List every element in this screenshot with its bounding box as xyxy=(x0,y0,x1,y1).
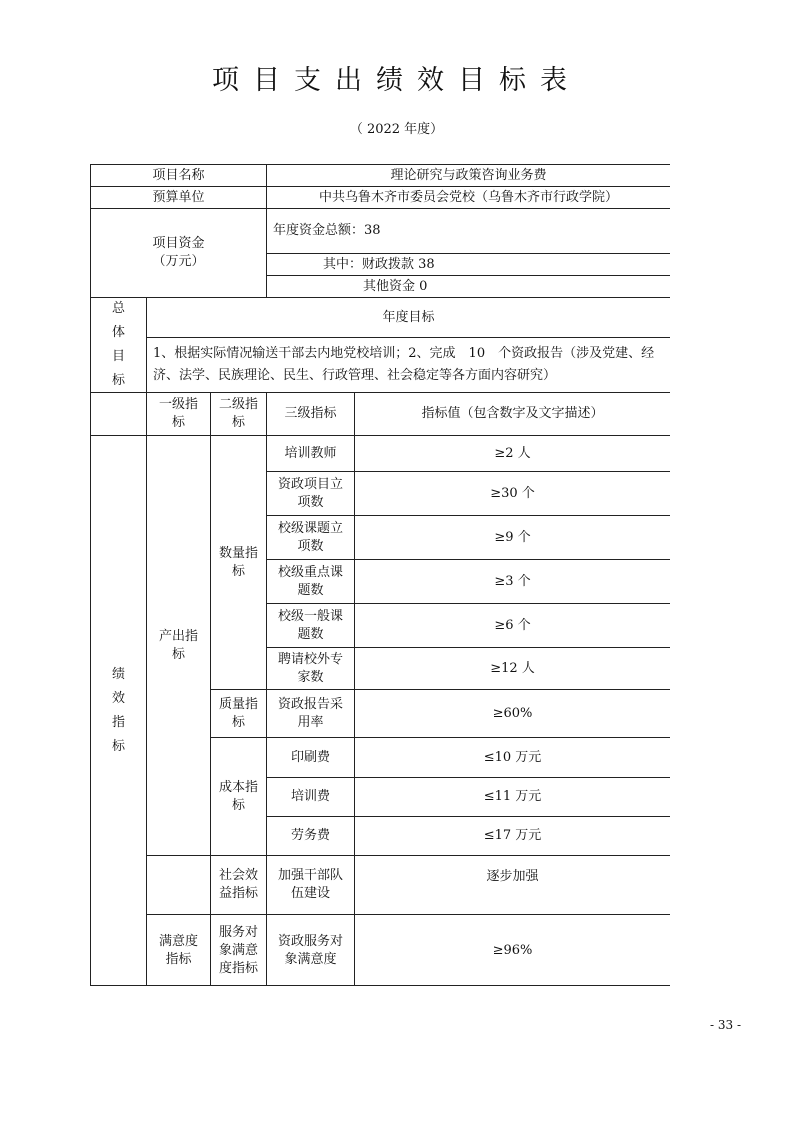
indicator-value: ≥60% xyxy=(354,689,670,737)
funds-total: 年度资金总额：38 xyxy=(266,208,670,253)
indicator-name: 聘请校外专家数 xyxy=(266,647,354,689)
project-name-label: 项目名称 xyxy=(90,164,266,186)
funds-label-line2: （万元） xyxy=(152,254,205,269)
budget-unit-label: 预算单位 xyxy=(90,186,266,208)
project-name-value: 理论研究与政策咨询业务费 xyxy=(266,164,670,186)
indicator-name: 印刷费 xyxy=(266,737,354,777)
indicator-value: ≥2 人 xyxy=(354,435,670,471)
level1-header: 一级指标 xyxy=(146,392,210,435)
indicator-name: 劳务费 xyxy=(266,816,354,855)
funds-label-line1: 项目资金 xyxy=(152,236,205,251)
indicator-name: 资政报告采用率 xyxy=(266,689,354,737)
indicator-value: ≤17 万元 xyxy=(354,816,670,855)
indicator-name: 校级课题立项数 xyxy=(266,515,354,559)
indicator-value: ≥6 个 xyxy=(354,603,670,647)
indicator-value: ≥3 个 xyxy=(354,559,670,603)
document-title: 项目支出绩效目标表 xyxy=(212,65,581,96)
indicator-value: ≥96% xyxy=(354,914,670,986)
cost-indicator-label: 成本指标 xyxy=(210,737,266,855)
overall-goal-side-label: 总 体 目 标 xyxy=(90,297,146,392)
social-level1-blank xyxy=(146,855,210,914)
annual-goal-heading: 年度目标 xyxy=(146,297,670,337)
quality-indicator-label: 质量指标 xyxy=(210,689,266,737)
annual-goal-text: 1、根据实际情况输送干部去内地党校培训；2、完成 10 个资政报告（涉及党建、经济、法学、民族理论、民生、行政管理、社会稳定等各方面内容研究） xyxy=(146,337,670,392)
indicator-value: 逐步加强 xyxy=(354,855,670,914)
level2-header: 二级指标 xyxy=(210,392,266,435)
indicator-name: 校级重点课题数 xyxy=(266,559,354,603)
social-indicator-label: 社会效益指标 xyxy=(210,855,266,914)
satisfaction-level2-label: 服务对象满意度指标 xyxy=(210,914,266,986)
indicator-name: 加强干部队伍建设 xyxy=(266,855,354,914)
year-line: （ 2022 年度） xyxy=(349,122,444,137)
satisfaction-level1-label: 满意度指标 xyxy=(146,914,210,986)
table-bottom-border xyxy=(90,985,670,986)
indicator-name: 校级一般课题数 xyxy=(266,603,354,647)
header-blank xyxy=(90,392,146,435)
indicator-value: ≤11 万元 xyxy=(354,777,670,816)
indicator-name: 培训费 xyxy=(266,777,354,816)
level3-header: 三级指标 xyxy=(266,392,354,435)
quantity-indicator-label: 数量指标 xyxy=(210,435,266,689)
funds-other: 其他资金 0 xyxy=(266,275,670,297)
indicator-name: 资政服务对象满意度 xyxy=(266,914,354,986)
performance-side-label: 绩 效 指 标 xyxy=(90,435,146,986)
indicator-name: 培训教师 xyxy=(266,435,354,471)
funds-fiscal: 其中：财政拨款 38 xyxy=(266,253,670,275)
indicator-name: 资政项目立项数 xyxy=(266,471,354,515)
output-indicator-label: 产出指标 xyxy=(146,435,210,855)
indicator-value: ≥12 人 xyxy=(354,647,670,689)
indicator-value: ≤10 万元 xyxy=(354,737,670,777)
budget-unit-value: 中共乌鲁木齐市委员会党校（乌鲁木齐市行政学院） xyxy=(266,186,670,208)
indicator-value: ≥9 个 xyxy=(354,515,670,559)
indicator-value: ≥30 个 xyxy=(354,471,670,515)
page-number: - 33 - xyxy=(709,1018,741,1032)
funds-label xyxy=(90,208,266,297)
value-header: 指标值（包含数字及文字描述） xyxy=(354,392,670,435)
